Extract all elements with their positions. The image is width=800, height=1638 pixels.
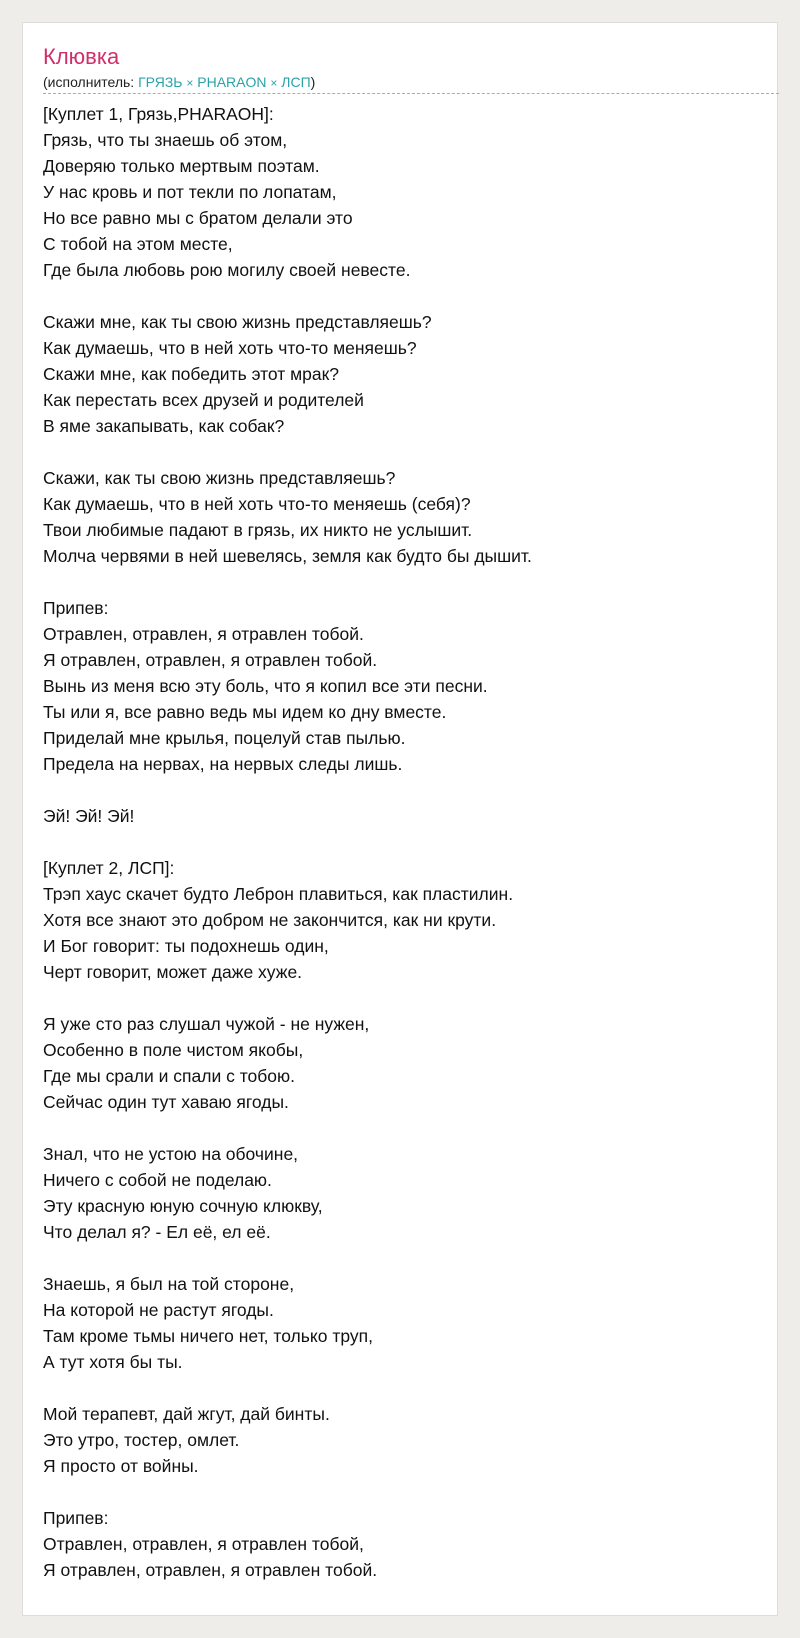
lyric-line: Я просто от войны. bbox=[43, 1456, 199, 1476]
lyric-line: Твои любимые падают в грязь, их никто не услышит. bbox=[43, 520, 473, 540]
lyric-line: С тобой на этом месте, bbox=[43, 234, 233, 254]
lyric-line: [Куплет 2, ЛСП]: bbox=[43, 858, 175, 878]
lyric-line: Но все равно мы с братом делали это bbox=[43, 208, 353, 228]
lyric-blank-line bbox=[43, 439, 743, 465]
lyric-line: Грязь, что ты знаешь об этом, bbox=[43, 130, 288, 150]
lyric-line: Я отравлен, отравлен, я отравлен тобой. bbox=[43, 650, 378, 670]
artist-link-gryaz[interactable]: ГРЯЗЬ bbox=[138, 74, 183, 90]
lyric-line: Эй! Эй! Эй! bbox=[43, 806, 135, 826]
performer-line bbox=[43, 73, 315, 92]
lyric-line: Эту красную юную сочную клюкву, bbox=[43, 1196, 323, 1216]
lyric-line: Я отравлен, отравлен, я отравлен тобой. bbox=[43, 1560, 378, 1580]
lyric-blank-line bbox=[43, 1375, 743, 1401]
lyric-line: Отравлен, отравлен, я отравлен тобой. bbox=[43, 624, 364, 644]
lyric-line: Приделай мне крылья, поцелуй став пылью. bbox=[43, 728, 406, 748]
lyric-blank-line bbox=[43, 829, 743, 855]
lyric-blank-line bbox=[43, 1479, 743, 1505]
lyric-line: Знаешь, я был на той стороне, bbox=[43, 1274, 295, 1294]
lyric-line: Особенно в поле чистом якобы, bbox=[43, 1040, 304, 1060]
lyrics-text bbox=[43, 101, 743, 1583]
lyric-line: Вынь из меня всю эту боль, что я копил все эти песни. bbox=[43, 676, 488, 696]
lyric-line: Трэп хаус скачет будто Леброн плавиться, как пластилин. bbox=[43, 884, 514, 904]
lyric-line: Я уже сто раз слушал чужой - не нужен, bbox=[43, 1014, 370, 1034]
lyric-line: Где мы срали и спали с тобою. bbox=[43, 1066, 295, 1086]
lyric-line: И Бог говорит: ты подохнешь один, bbox=[43, 936, 329, 956]
performer-prefix: (исполнитель: bbox=[43, 74, 139, 90]
header-divider bbox=[43, 93, 779, 94]
lyrics-card bbox=[22, 22, 778, 1616]
lyric-line: Скажи мне, как ты свою жизнь представляешь? bbox=[43, 312, 432, 332]
lyric-line: Припев: bbox=[43, 1508, 109, 1528]
lyric-line: Сейчас один тут хаваю ягоды. bbox=[43, 1092, 289, 1112]
artist-separator: × bbox=[270, 76, 278, 90]
lyric-blank-line bbox=[43, 777, 743, 803]
lyric-line: На которой не растут ягоды. bbox=[43, 1300, 274, 1320]
lyric-line: Там кроме тьмы ничего нет, только труп, bbox=[43, 1326, 373, 1346]
lyric-blank-line bbox=[43, 1245, 743, 1271]
lyric-line: Скажи мне, как победить этот мрак? bbox=[43, 364, 340, 384]
lyric-line: Припев: bbox=[43, 598, 109, 618]
lyric-line: Ты или я, все равно ведь мы идем ко дну вместе. bbox=[43, 702, 447, 722]
performer-suffix: ) bbox=[310, 74, 316, 90]
lyric-line: Предела на нервах, на нервых следы лишь. bbox=[43, 754, 403, 774]
lyric-line: Знал, что не устою на обочине, bbox=[43, 1144, 299, 1164]
lyric-line: Доверяю только мертвым поэтам. bbox=[43, 156, 320, 176]
lyric-line: Молча червями в ней шевелясь, земля как будто бы дышит. bbox=[43, 546, 532, 566]
lyric-line: Как перестать всех друзей и родителей bbox=[43, 390, 364, 410]
artist-separator: × bbox=[186, 76, 194, 90]
lyric-line: [Куплет 1, Грязь,PHARAOH]: bbox=[43, 104, 274, 124]
lyric-line: Хотя все знают это добром не закончится, как ни крути. bbox=[43, 910, 497, 930]
lyric-line: У нас кровь и пот текли по лопатам, bbox=[43, 182, 337, 202]
artist-link-pharaon[interactable]: PHARAON bbox=[197, 74, 267, 90]
lyric-line: Это утро, тостер, омлет. bbox=[43, 1430, 240, 1450]
lyric-line: Где была любовь рою могилу своей невесте. bbox=[43, 260, 411, 280]
lyric-blank-line bbox=[43, 569, 743, 595]
lyric-line: Скажи, как ты свою жизнь представляешь? bbox=[43, 468, 396, 488]
lyric-blank-line bbox=[43, 283, 743, 309]
lyric-line: Мой терапевт, дай жгут, дай бинты. bbox=[43, 1404, 330, 1424]
lyric-line: Отравлен, отравлен, я отравлен тобой, bbox=[43, 1534, 364, 1554]
lyric-blank-line bbox=[43, 985, 743, 1011]
lyric-line: В яме закапывать, как собак? bbox=[43, 416, 285, 436]
song-title: Клювка bbox=[43, 44, 120, 69]
lyric-line: Ничего с собой не поделаю. bbox=[43, 1170, 272, 1190]
lyric-blank-line bbox=[43, 1115, 743, 1141]
lyric-line: Как думаешь, что в ней хоть что-то меняешь? bbox=[43, 338, 417, 358]
artist-link-lsp[interactable]: ЛСП bbox=[281, 74, 311, 90]
lyric-line: Что делал я? - Ел её, ел её. bbox=[43, 1222, 271, 1242]
lyric-line: А тут хотя бы ты. bbox=[43, 1352, 183, 1372]
lyric-line: Как думаешь, что в ней хоть что-то меняешь (себя)? bbox=[43, 494, 471, 514]
lyric-line: Черт говорит, может даже хуже. bbox=[43, 962, 303, 982]
